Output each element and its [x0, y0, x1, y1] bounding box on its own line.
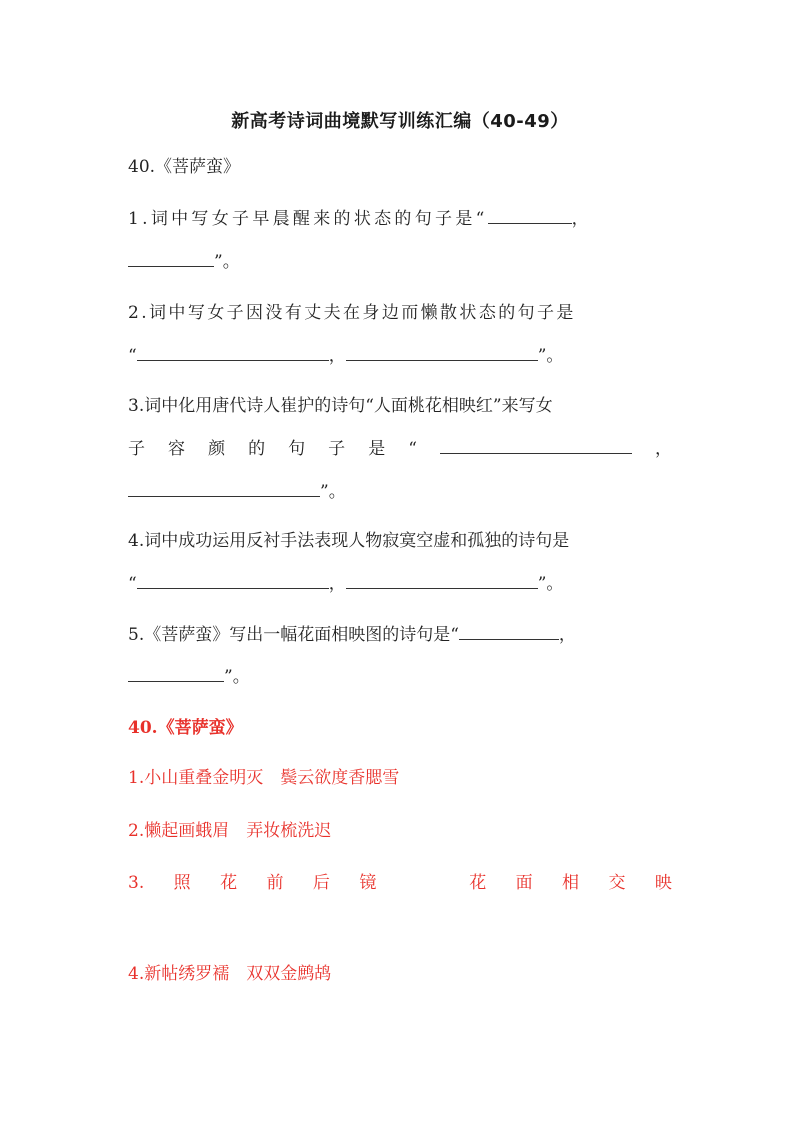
answer-blank	[346, 344, 538, 361]
answer-blank	[137, 344, 329, 361]
question-2-end: ”。	[537, 346, 564, 366]
q3-comma: ，	[654, 439, 672, 459]
question-4-open-quote: “	[128, 574, 137, 594]
a3-char: 前	[266, 873, 284, 893]
a3-char: 交	[608, 873, 626, 893]
answer-blank	[459, 623, 559, 640]
a3-char: 面	[515, 873, 533, 893]
answer-blank	[128, 480, 320, 497]
answer-blank	[128, 250, 214, 267]
answer-blank	[137, 572, 329, 589]
question-3-line-1: 3.词中化用唐代诗人崔护的诗句“人面桃花相映红”来写女	[128, 396, 553, 416]
question-5-end: ”。	[224, 667, 250, 687]
answer-1: 1.小山重叠金明灭 鬓云欲度香腮雪	[128, 768, 400, 788]
a3-char: 后	[312, 873, 330, 893]
answer-blank	[346, 572, 538, 589]
question-5-line-2	[128, 665, 672, 689]
question-5-text: 5.《菩萨蛮》写出一幅花面相映图的诗句是“	[128, 625, 459, 645]
section-heading: 40.《菩萨蛮》	[128, 157, 241, 177]
document-title: 新高考诗词曲境默写训练汇编（40-49）	[231, 111, 569, 132]
a3-char: 花	[469, 873, 487, 893]
question-2-line-2	[128, 344, 672, 368]
q3-char: “	[408, 439, 417, 459]
question-2-comma: ，	[328, 346, 346, 366]
answer-blank	[488, 207, 572, 224]
q3-char: 的	[248, 439, 266, 459]
q3-char: 子	[128, 439, 145, 459]
a3-char: 花	[220, 873, 238, 893]
a3-char: 相	[562, 873, 580, 893]
question-4-end: ”。	[537, 574, 564, 594]
question-1-line-2	[128, 250, 672, 274]
answer-blank	[440, 437, 632, 454]
question-1-end: ”。	[214, 252, 240, 272]
question-5-line-1	[128, 623, 672, 647]
a3-char: 映	[654, 873, 672, 893]
answer-4: 4.新帖绣罗襦 双双金鹧鸪	[128, 964, 332, 984]
question-4-line-2	[128, 572, 672, 596]
a3-char: 镜	[359, 873, 377, 893]
answer-heading: 40.《菩萨蛮》	[128, 718, 243, 738]
a3-char: 照	[173, 873, 191, 893]
q3-char: 颜	[208, 439, 226, 459]
a3-char: 3.	[128, 873, 145, 893]
question-2-open-quote: “	[128, 346, 137, 366]
question-5-comma: ，	[558, 625, 576, 645]
a3-gap	[406, 871, 440, 895]
q3-char: 容	[168, 439, 186, 459]
question-4-comma: ，	[328, 574, 346, 594]
q3-char: 子	[328, 439, 346, 459]
question-3-line-3	[128, 480, 672, 504]
question-1-comma: ，	[571, 209, 592, 229]
question-1-line-1	[128, 207, 672, 231]
answer-3	[128, 871, 672, 895]
question-2-line-1: 2.词中写女子因没有丈夫在身边而懒散状态的句子是	[128, 303, 576, 323]
question-3-line-2	[128, 437, 672, 461]
q3-char: 句	[288, 439, 306, 459]
question-1-text: 1.词中写女子早晨醒来的状态的句子是“	[128, 209, 488, 229]
q3-char: 是	[368, 439, 386, 459]
question-4-line-1: 4.词中成功运用反衬手法表现人物寂寞空虚和孤独的诗句是	[128, 531, 570, 551]
question-3-end: ”。	[320, 482, 346, 502]
answer-blank	[128, 665, 224, 682]
answer-2: 2.懒起画蛾眉 弄妆梳洗迟	[128, 821, 332, 841]
